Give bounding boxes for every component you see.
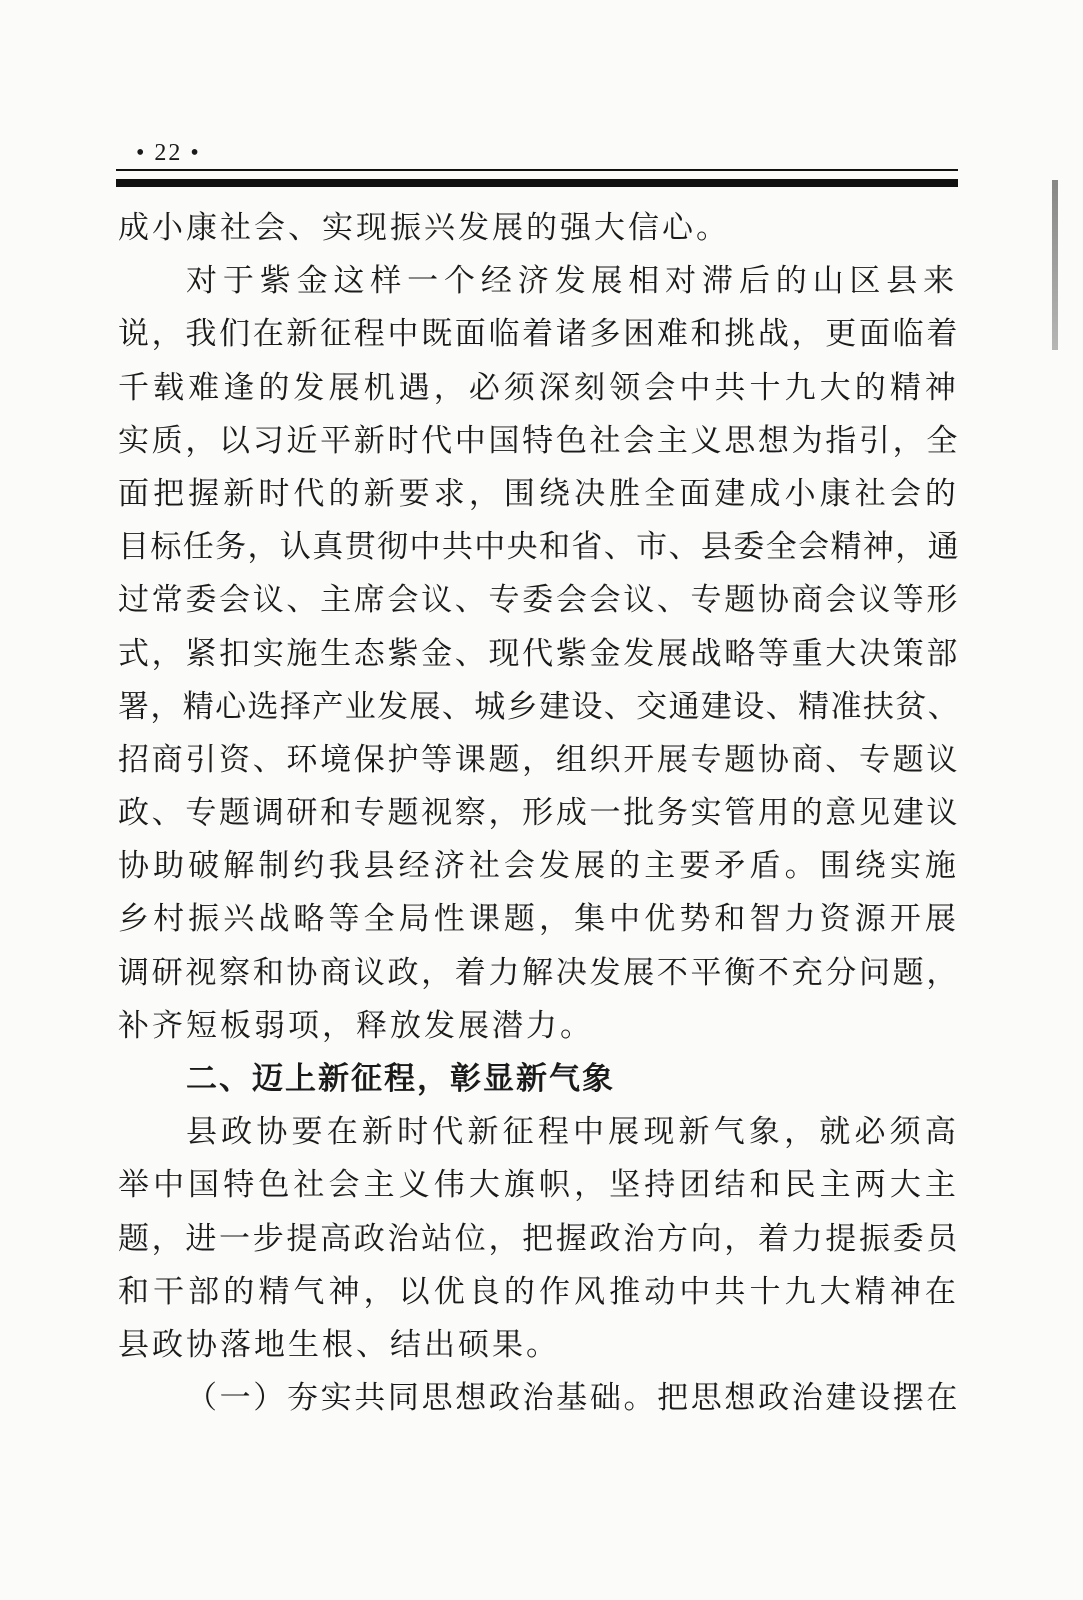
text-line: 和干部的精气神，以优良的作风推动中共十九大精神在 — [118, 1273, 960, 1310]
text-line: 实质，以习近平新时代中国特色社会主义思想为指引，全 — [118, 422, 960, 459]
text-line: 说，我们在新征程中既面临着诸多困难和挑战，更面临着 — [118, 316, 960, 353]
header-rule-thin — [116, 169, 958, 171]
text-line: 目标任务，认真贯彻中共中央和省、市、县委全会精神，通 — [118, 529, 960, 566]
text-line: 政、专题调研和专题视察，形成一批务实管用的意见建议 — [118, 795, 960, 832]
text-line: 举中国特色社会主义伟大旗帜，坚持团结和民主两大主 — [118, 1167, 960, 1204]
text-line: 署，精心选择产业发展、城乡建设、交通建设、精准扶贫、 — [118, 688, 960, 725]
text-line: 过常委会议、主席会议、专委会会议、专题协商会议等形 — [118, 582, 960, 619]
scan-edge-mark — [1052, 180, 1058, 350]
text-line: 成小康社会、实现振兴发展的强大信心。 — [118, 210, 730, 246]
text-line: 面把握新时代的新要求，围绕决胜全面建成小康社会的 — [118, 475, 960, 512]
text-line: 县政协落地生根、结出硕果。 — [118, 1326, 560, 1363]
text-line: 招商引资、环境保护等课题，组织开展专题协商、专题议 — [118, 741, 960, 778]
header-rule-thick — [116, 179, 958, 187]
page-number: • 22 • — [136, 140, 201, 166]
text-line: 县政协要在新时代新征程中展现新气象，就必须高 — [186, 1114, 960, 1151]
text-line: 补齐短板弱项，释放发展潜力。 — [118, 1007, 594, 1044]
body-text — [118, 202, 960, 1425]
subsection-line: （一）夯实共同思想政治基础。把思想政治建设摆在 — [186, 1380, 960, 1417]
text-line: 调研视察和协商议政，着力解决发展不平衡不充分问题， — [118, 954, 960, 991]
text-line: 协助破解制约我县经济社会发展的主要矛盾。围绕实施 — [118, 848, 960, 885]
text-line: 式，紧扣实施生态紫金、现代紫金发展战略等重大决策部 — [118, 635, 960, 672]
text-line: 乡村振兴战略等全局性课题，集中优势和智力资源开展 — [118, 901, 960, 938]
section-heading: 二、迈上新征程，彰显新气象 — [186, 1061, 615, 1097]
text-line: 题，进一步提高政治站位，把握政治方向，着力提振委员 — [118, 1220, 960, 1257]
text-line: 千载难逢的发展机遇，必须深刻领会中共十九大的精神 — [118, 369, 960, 406]
text-line: 对于紫金这样一个经济发展相对滞后的山区县来 — [186, 263, 960, 300]
